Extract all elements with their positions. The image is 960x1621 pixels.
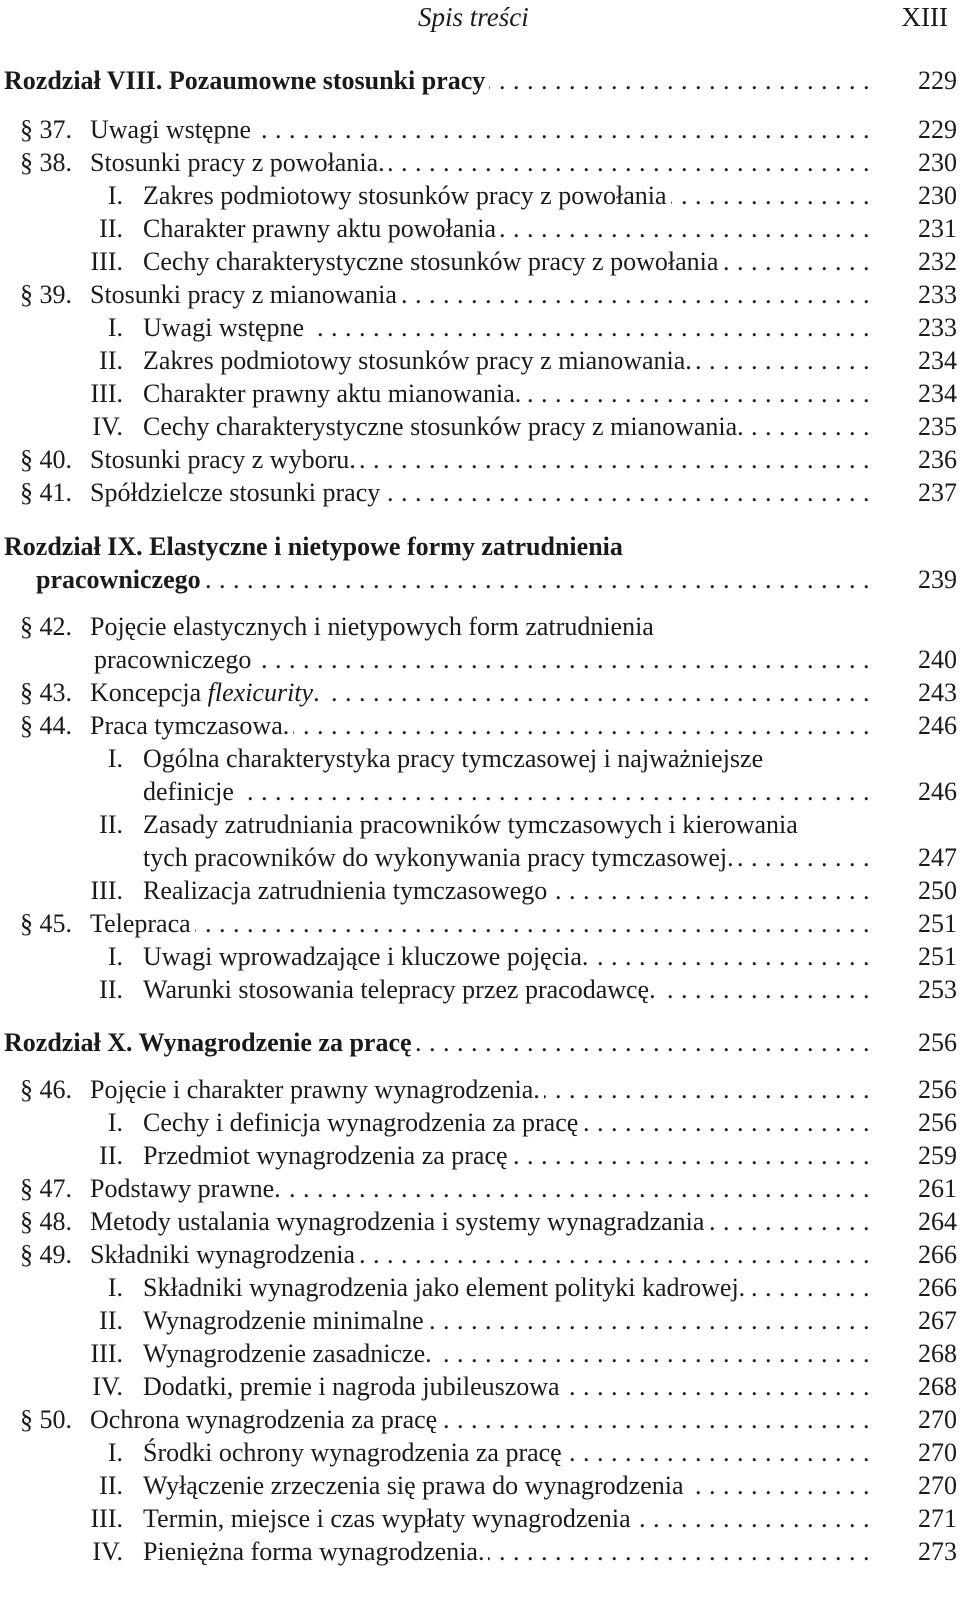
toc-entry bbox=[0, 64, 960, 98]
toc-entry bbox=[0, 344, 960, 378]
entry-number: I. bbox=[107, 313, 123, 342]
entry-number: II. bbox=[99, 1306, 123, 1335]
entry-page: 256 bbox=[918, 1108, 957, 1137]
entry-number: § 49. bbox=[20, 1240, 72, 1269]
toc-entry bbox=[0, 1403, 960, 1437]
entry-title: Charakter prawny aktu powołania bbox=[143, 214, 500, 243]
entry-number: II. bbox=[99, 1141, 123, 1170]
entry-number: § 44. bbox=[20, 711, 72, 740]
entry-number: § 48. bbox=[20, 1207, 72, 1236]
entry-title: Podstawy prawne. bbox=[90, 1174, 285, 1203]
entry-number: IV. bbox=[92, 412, 123, 441]
entry-page: 246 bbox=[918, 777, 957, 806]
entry-title: Stosunki pracy z mianowania bbox=[90, 280, 401, 309]
entry-number: II. bbox=[99, 975, 123, 1004]
entry-title: Stosunki pracy z powołania. bbox=[90, 148, 389, 177]
entry-page: 251 bbox=[918, 942, 957, 971]
entry-number: III. bbox=[90, 876, 123, 905]
entry-number: III. bbox=[90, 247, 123, 276]
entry-page: 233 bbox=[918, 313, 957, 342]
page-number: XIII bbox=[901, 2, 948, 32]
toc-entry bbox=[0, 1172, 960, 1206]
entry-title: Spółdzielcze stosunki pracy bbox=[90, 478, 384, 507]
entry-number: IV. bbox=[92, 1372, 123, 1401]
entry-page: 231 bbox=[918, 214, 957, 243]
entry-number: § 38. bbox=[20, 148, 72, 177]
toc-entry bbox=[0, 443, 960, 477]
toc-entry bbox=[0, 113, 960, 147]
toc-entry bbox=[0, 1370, 960, 1404]
entry-page: 230 bbox=[918, 181, 957, 210]
entry-page: 268 bbox=[918, 1372, 957, 1401]
toc-entry bbox=[0, 874, 960, 908]
entry-page: 235 bbox=[918, 412, 957, 441]
entry-page: 233 bbox=[918, 280, 957, 309]
entry-number: § 45. bbox=[20, 909, 72, 938]
entry-page: 256 bbox=[918, 1075, 957, 1104]
entry-title: Ochrona wynagrodzenia za pracę bbox=[90, 1405, 441, 1434]
toc-entry bbox=[0, 1106, 960, 1140]
entry-page: 253 bbox=[918, 975, 957, 1004]
entry-page: 271 bbox=[918, 1504, 957, 1533]
entry-title: Telepraca bbox=[90, 909, 195, 938]
entry-title: pracowniczego bbox=[94, 645, 255, 674]
entry-title: Termin, miejsce i czas wypłaty wynagrodzenia bbox=[143, 1504, 635, 1533]
entry-page: 234 bbox=[918, 379, 957, 408]
entry-title: Uwagi wstępne bbox=[90, 115, 255, 144]
toc-entry bbox=[0, 212, 960, 246]
toc-entry bbox=[0, 775, 960, 809]
entry-title: Metody ustalania wynagrodzenia i systemy wynagradzania bbox=[90, 1207, 708, 1236]
entry-number: III. bbox=[90, 1504, 123, 1533]
entry-title: Charakter prawny aktu mianowania. bbox=[143, 379, 525, 408]
entry-page: 270 bbox=[918, 1471, 957, 1500]
entry-title: Wyłączenie zrzeczenia się prawa do wynagrodzenia bbox=[143, 1471, 688, 1500]
entry-title: Uwagi wprowadzające i kluczowe pojęcia. bbox=[143, 942, 592, 971]
entry-title: Praca tymczasowa. bbox=[90, 711, 293, 740]
entry-number: § 50. bbox=[20, 1405, 72, 1434]
entry-page: 232 bbox=[918, 247, 957, 276]
entry-title: Rozdział IX. Elastyczne i nietypowe formy zatrudnienia bbox=[4, 532, 627, 561]
entry-page: 270 bbox=[918, 1438, 957, 1467]
entry-title: Środki ochrony wynagrodzenia za pracę bbox=[143, 1438, 566, 1467]
toc-entry bbox=[0, 940, 960, 974]
toc-entry bbox=[0, 1535, 960, 1569]
toc-entry bbox=[0, 1337, 960, 1371]
toc-entry bbox=[0, 1502, 960, 1536]
entry-page: 266 bbox=[918, 1273, 957, 1302]
entry-title: Dodatki, premie i nagroda jubileuszowa bbox=[143, 1372, 564, 1401]
entry-title: Rozdział VIII. Pozaumowne stosunki pracy bbox=[4, 66, 489, 95]
toc-entry bbox=[0, 973, 960, 1007]
entry-page: 243 bbox=[918, 678, 957, 707]
toc-entry bbox=[0, 1304, 960, 1338]
toc-entry bbox=[0, 808, 960, 842]
toc-entry bbox=[0, 676, 960, 710]
entry-title-after: . bbox=[313, 678, 320, 707]
toc-entry bbox=[0, 1073, 960, 1107]
entry-number: III. bbox=[90, 1339, 123, 1368]
entry-page: 234 bbox=[918, 346, 957, 375]
entry-title: definicje bbox=[143, 777, 238, 806]
entry-page: 264 bbox=[918, 1207, 957, 1236]
entry-title: Wynagrodzenie minimalne bbox=[143, 1306, 428, 1335]
entry-number: I. bbox=[107, 1273, 123, 1302]
entry-page: 250 bbox=[918, 876, 957, 905]
entry-number: § 42. bbox=[20, 612, 72, 641]
entry-title: Pojęcie i charakter prawny wynagrodzenia. bbox=[90, 1075, 544, 1104]
entry-title: Rozdział X. Wynagrodzenie za pracę bbox=[4, 1028, 416, 1057]
toc-entry bbox=[0, 841, 960, 875]
entry-number: § 41. bbox=[20, 478, 72, 507]
entry-page: 247 bbox=[918, 843, 957, 872]
entry-title: Cechy charakterystyczne stosunków pracy z mianowania. bbox=[143, 412, 748, 441]
entry-page: 229 bbox=[918, 115, 957, 144]
entry-title: Zakres podmiotowy stosunków pracy z powołania bbox=[143, 181, 671, 210]
entry-number: I. bbox=[107, 1438, 123, 1467]
entry-title: Ogólna charakterystyka pracy tymczasowej i najważniejsze bbox=[143, 744, 767, 773]
entry-number: I. bbox=[107, 744, 123, 773]
entry-page: 229 bbox=[918, 66, 957, 95]
entry-page: 270 bbox=[918, 1405, 957, 1434]
entry-page: 246 bbox=[918, 711, 957, 740]
entry-number: I. bbox=[107, 181, 123, 210]
toc-entry bbox=[0, 1026, 960, 1060]
entry-title: Realizacja zatrudnienia tymczasowego bbox=[143, 876, 551, 905]
toc-entry bbox=[0, 563, 960, 597]
entry-page: 236 bbox=[918, 445, 957, 474]
toc-entry bbox=[0, 476, 960, 510]
page-header bbox=[0, 0, 960, 40]
entry-number: II. bbox=[99, 1471, 123, 1500]
entry-title: Pieniężna forma wynagrodzenia. bbox=[143, 1537, 488, 1566]
entry-page: 261 bbox=[918, 1174, 957, 1203]
entry-title: Uwagi wstępne bbox=[143, 313, 308, 342]
entry-page: 237 bbox=[918, 478, 957, 507]
toc-entry bbox=[0, 146, 960, 180]
entry-number: § 37. bbox=[20, 115, 72, 144]
entry-title: Zakres podmiotowy stosunków pracy z mianowania. bbox=[143, 346, 696, 375]
entry-page: 240 bbox=[918, 645, 957, 674]
entry-number: IV. bbox=[92, 1537, 123, 1566]
entry-title: Warunki stosowania telepracy przez pracodawcę. bbox=[143, 975, 660, 1004]
toc-entry bbox=[0, 1238, 960, 1272]
running-title: Spis treści bbox=[418, 2, 529, 32]
entry-number: § 39. bbox=[20, 280, 72, 309]
toc-entry bbox=[0, 742, 960, 776]
entry-title: tych pracowników do wykonywania pracy tymczasowej. bbox=[143, 843, 738, 872]
toc-entry bbox=[0, 1436, 960, 1470]
entry-number: II. bbox=[99, 214, 123, 243]
entry-page: 273 bbox=[918, 1537, 957, 1566]
toc-entry bbox=[0, 179, 960, 213]
entry-page: 239 bbox=[918, 565, 957, 594]
entry-page: 251 bbox=[918, 909, 957, 938]
entry-title: Cechy charakterystyczne stosunków pracy z powołania bbox=[143, 247, 722, 276]
entry-number: § 43. bbox=[20, 678, 72, 707]
entry-number: III. bbox=[90, 379, 123, 408]
entry-page: 256 bbox=[918, 1028, 957, 1057]
entry-page: 268 bbox=[918, 1339, 957, 1368]
toc-entry bbox=[0, 530, 960, 564]
entry-number: II. bbox=[99, 346, 123, 375]
toc-entry bbox=[0, 1205, 960, 1239]
entry-title: Składniki wynagrodzenia jako element polityki kadrowej. bbox=[143, 1273, 749, 1302]
toc-entry bbox=[0, 610, 960, 644]
entry-number: I. bbox=[107, 942, 123, 971]
entry-title: Cechy i definicja wynagrodzenia za pracę bbox=[143, 1108, 582, 1137]
entry-page: 267 bbox=[918, 1306, 957, 1335]
entry-number: I. bbox=[107, 1108, 123, 1137]
entry-title-text: Koncepcja bbox=[90, 678, 202, 707]
toc-entry bbox=[0, 643, 960, 677]
entry-page: 266 bbox=[918, 1240, 957, 1269]
toc-entry bbox=[0, 377, 960, 411]
toc-entry bbox=[0, 907, 960, 941]
entry-title: Pojęcie elastycznych i nietypowych form zatrudnienia bbox=[90, 612, 658, 641]
entry-page: 230 bbox=[918, 148, 957, 177]
entry-title: pracowniczego bbox=[36, 565, 205, 594]
entry-number: § 46. bbox=[20, 1075, 72, 1104]
entry-title: Zasady zatrudniania pracowników tymczasowych i kierowania bbox=[143, 810, 802, 839]
toc-entry bbox=[0, 1271, 960, 1305]
entry-title: Wynagrodzenie zasadnicze. bbox=[143, 1339, 436, 1368]
toc-entry bbox=[0, 1469, 960, 1503]
entry-title: Składniki wynagrodzenia bbox=[90, 1240, 359, 1269]
entry-title bbox=[90, 678, 324, 707]
entry-number: § 47. bbox=[20, 1174, 72, 1203]
entry-page: 259 bbox=[918, 1141, 957, 1170]
toc-entry bbox=[0, 311, 960, 345]
toc-entry bbox=[0, 278, 960, 312]
entry-title-italic: flexicurity bbox=[207, 678, 314, 707]
toc-entry bbox=[0, 709, 960, 743]
toc-entry bbox=[0, 1139, 960, 1173]
entry-number: § 40. bbox=[20, 445, 72, 474]
entry-number: II. bbox=[99, 810, 123, 839]
entry-title: Stosunki pracy z wyboru. bbox=[90, 445, 360, 474]
toc-entry bbox=[0, 410, 960, 444]
entry-title: Przedmiot wynagrodzenia za pracę bbox=[143, 1141, 512, 1170]
toc-entry bbox=[0, 245, 960, 279]
